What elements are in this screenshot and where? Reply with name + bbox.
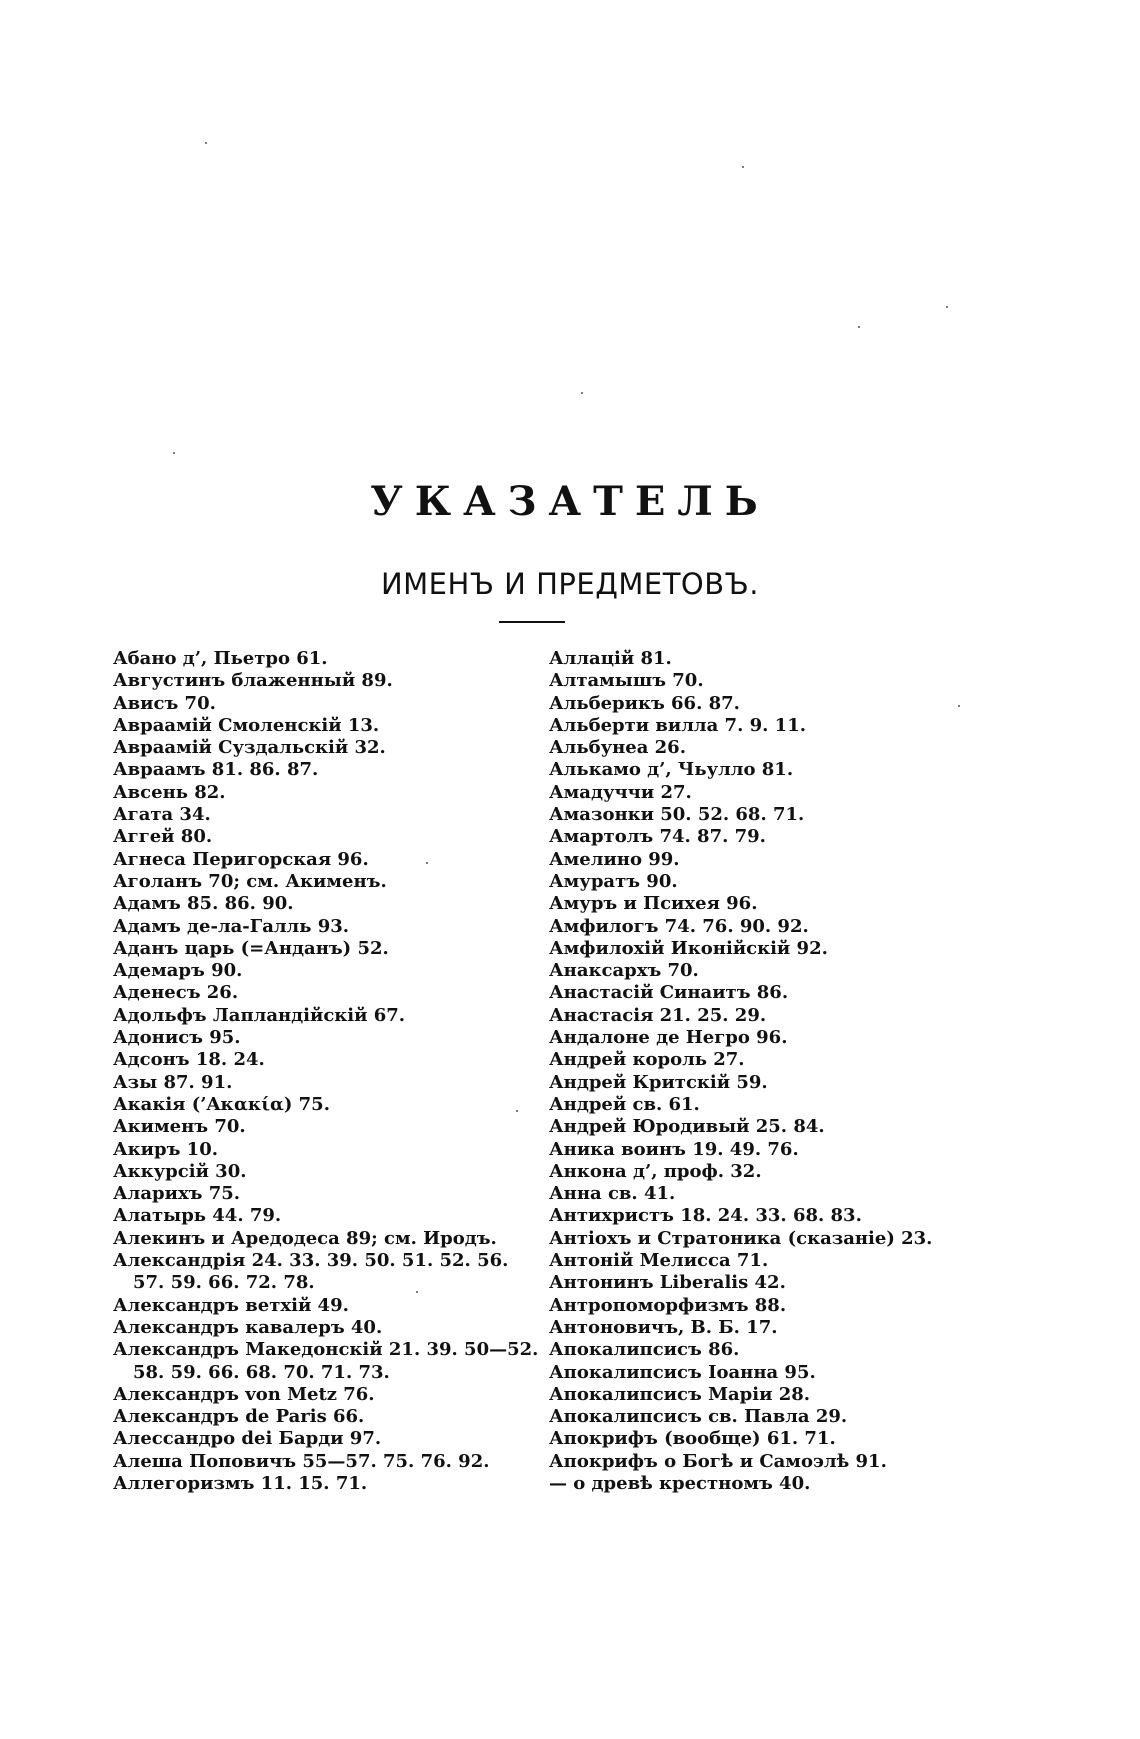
index-entry: Азы 87. 91. xyxy=(113,1071,233,1093)
index-column-right xyxy=(549,648,989,1495)
index-entry: Амфилогъ 74. 76. 90. 92. xyxy=(549,915,809,937)
index-entry: Анастасія 21. 25. 29. xyxy=(549,1004,767,1026)
index-entry: Анкона д’, проф. 32. xyxy=(549,1160,762,1182)
index-entry: Адамъ де-ла-Галль 93. xyxy=(113,915,350,937)
scan-speck xyxy=(416,1291,418,1293)
index-entry: Аллегоризмъ 11. 15. 71. xyxy=(113,1472,368,1494)
index-entry: Авсень 82. xyxy=(113,781,226,803)
scan-speck xyxy=(426,862,428,864)
index-entry: Ависъ 70. xyxy=(113,692,216,714)
index-entry: Алекинъ и Аредодеса 89; см. Иродъ. xyxy=(113,1227,497,1249)
index-entry: Аника воинъ 19. 49. 76. xyxy=(549,1138,799,1160)
index-entry: Антоновичъ, В. Б. 17. xyxy=(549,1316,778,1338)
index-entry: Александръ Македонскій 21. 39. 50—52. xyxy=(113,1339,539,1361)
index-entry: Александръ кавалеръ 40. xyxy=(113,1316,383,1338)
index-entry: Амуратъ 90. xyxy=(549,870,678,892)
index-entry: Акиръ 10. xyxy=(113,1138,218,1160)
index-entry: Амуръ и Психея 96. xyxy=(549,893,758,915)
index-entry: Абано д’, Пьетро 61. xyxy=(113,648,328,669)
index-entry: Анастасій Синаитъ 86. xyxy=(549,982,789,1004)
index-entry: Апокрифъ о Богѣ и Самоэлѣ 91. xyxy=(549,1450,887,1472)
index-entry: Апокрифъ (вообще) 61. 71. xyxy=(549,1428,836,1450)
index-entry: Андрей Юродивый 25. 84. xyxy=(549,1116,825,1138)
scan-speck xyxy=(173,452,175,454)
index-entry: Александръ von Metz 76. xyxy=(113,1383,375,1405)
scan-speck xyxy=(205,142,207,144)
index-entry: Алтамышъ 70. xyxy=(549,670,704,692)
index-column-left xyxy=(113,648,539,1495)
index-entry-continuation: 57. 59. 66. 72. 78. xyxy=(133,1272,315,1294)
index-entry: Анна св. 41. xyxy=(549,1183,676,1205)
index-entry: Акакія (’Ακακία) 75. xyxy=(113,1093,330,1115)
index-entry: Адонисъ 95. xyxy=(113,1027,241,1049)
page-subtitle: ИМЕНЪ И ПРЕДМЕТОВЪ. xyxy=(380,567,760,601)
index-entry: Антіохъ и Стратоника (сказаніе) 23. xyxy=(549,1227,933,1249)
index-entry: Агата 34. xyxy=(113,804,211,826)
index-entry: Адольфъ Лапландійскій 67. xyxy=(113,1004,406,1026)
title-divider xyxy=(499,621,565,623)
scan-speck xyxy=(516,1110,518,1112)
index-entry: Авраамъ 81. 86. 87. xyxy=(113,759,319,781)
index-entry: Адсонъ 18. 24. xyxy=(113,1049,265,1071)
index-entry: Акименъ 70. xyxy=(113,1116,246,1138)
index-entry: Андрей св. 61. xyxy=(549,1093,700,1115)
index-entry: Аггей 80. xyxy=(113,826,213,848)
scan-speck xyxy=(581,392,583,394)
index-entry: Аденесъ 26. xyxy=(113,982,239,1004)
index-entry: Антихристъ 18. 24. 33. 68. 83. xyxy=(549,1205,862,1227)
index-entry: Аллацій 81. xyxy=(549,648,672,669)
index-entry: Александръ ветхій 49. xyxy=(113,1294,349,1316)
index-entry: Августинъ блаженный 89. xyxy=(113,670,393,692)
index-entry: — о древѣ крестномъ 40. xyxy=(549,1472,811,1494)
index-entry: Андалоне де Негро 96. xyxy=(549,1027,788,1049)
index-entry: Алессандро dei Барди 97. xyxy=(113,1428,382,1450)
index-entry: Аларихъ 75. xyxy=(113,1183,241,1205)
scan-speck xyxy=(742,166,744,168)
index-entry: Алеша Поповичъ 55—57. 75. 76. 92. xyxy=(113,1450,490,1472)
index-entry: Альберикъ 66. 87. xyxy=(549,692,740,714)
scan-speck xyxy=(958,705,960,707)
scan-speck xyxy=(946,306,948,308)
index-entry: Апокалипсисъ Іоанна 95. xyxy=(549,1361,816,1383)
index-entry: Аголанъ 70; см. Акименъ. xyxy=(113,870,387,892)
index-entry: Амелино 99. xyxy=(549,848,680,870)
scan-speck xyxy=(858,326,860,328)
index-entry: Амартолъ 74. 87. 79. xyxy=(549,826,766,848)
index-entry: Антоній Мелисса 71. xyxy=(549,1250,769,1272)
index-entry: Александрія 24. 33. 39. 50. 51. 52. 56. xyxy=(113,1250,509,1272)
page-title: УКАЗАТЕЛЬ xyxy=(370,478,770,525)
index-entry: Адемаръ 90. xyxy=(113,960,243,982)
index-entry: Амфилохій Иконійскій 92. xyxy=(549,937,828,959)
index-entry: Аккурсій 30. xyxy=(113,1160,247,1182)
index-entry: Андрей Критскій 59. xyxy=(549,1071,768,1093)
index-entry: Альбунеа 26. xyxy=(549,737,686,759)
index-entry: Амазонки 50. 52. 68. 71. xyxy=(549,804,805,826)
index-entry: Адамъ 85. 86. 90. xyxy=(113,893,294,915)
index-entry: Авраамій Суздальскій 32. xyxy=(113,737,386,759)
index-entry: Андрей король 27. xyxy=(549,1049,745,1071)
index-entry: Авраамій Смоленскій 13. xyxy=(113,714,380,736)
index-entry-continuation: 58. 59. 66. 68. 70. 71. 73. xyxy=(133,1361,390,1383)
index-entry: Апокалипсисъ 86. xyxy=(549,1339,740,1361)
index-entry: Алькамо д’, Чьулло 81. xyxy=(549,759,794,781)
index-entry: Антонинъ Liberalis 42. xyxy=(549,1272,786,1294)
index-entry: Аданъ царь (=Анданъ) 52. xyxy=(113,937,389,959)
index-entry: Агнеса Перигорская 96. xyxy=(113,848,369,870)
index-entry: Апокалипсисъ Маріи 28. xyxy=(549,1383,811,1405)
index-entry: Александръ de Paris 66. xyxy=(113,1406,365,1428)
index-entry: Алатырь 44. 79. xyxy=(113,1205,282,1227)
index-entry: Апокалипсисъ св. Павла 29. xyxy=(549,1406,848,1428)
index-entry: Антропоморфизмъ 88. xyxy=(549,1294,787,1316)
index-entry: Анаксархъ 70. xyxy=(549,960,699,982)
index-entry: Альберти вилла 7. 9. 11. xyxy=(549,714,806,736)
index-entry: Амадуччи 27. xyxy=(549,781,692,803)
